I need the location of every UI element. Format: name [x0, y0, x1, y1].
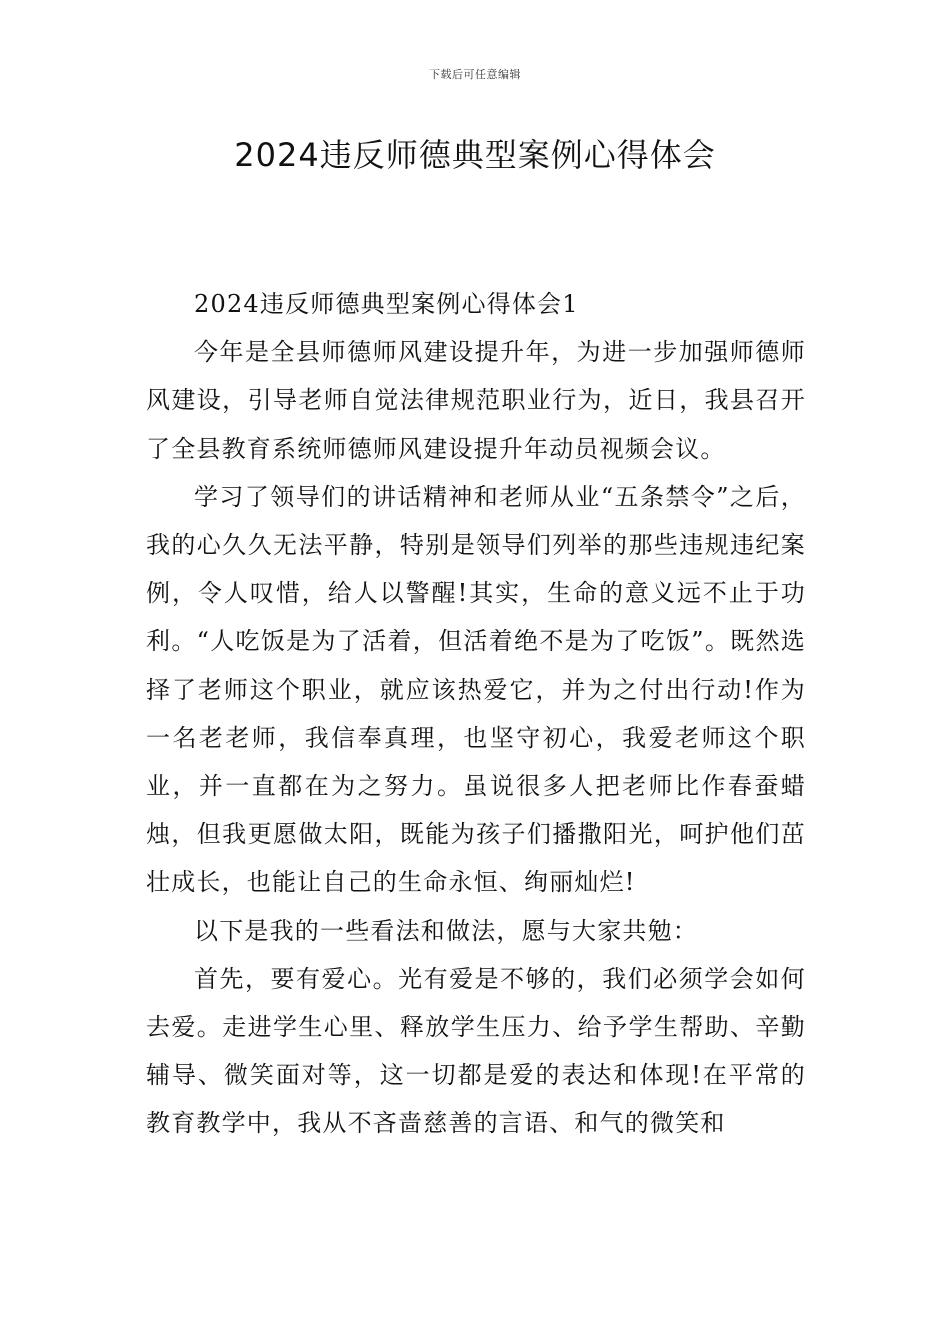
header-note: 下载后可任意编辑: [429, 68, 521, 81]
paragraph-4: 首先，要有爱心。光有爱是不够的，我们必须学会如何去爱。走进学生心里、释放学生压力、给予学生帮助、辛勤辅导、微笑面对等，这一切都是爱的表达和体现!在平常的教育教学中，我从不吝啬慈善的言语、和气的微笑和: [146, 964, 806, 1138]
document-body: [146, 280, 806, 1148]
paragraph-2: 学习了领导们的讲话精神和老师从业“五条禁令”之后，我的心久久无法平静，特别是领导们列举的那些违规违纪案例，令人叹惜，给人以警醒!其实，生命的意义远不止于功利。“人吃饭是为了活着，但活着绝不是为了吃饭”。既然选择了老师这个职业，就应该热爱它，并为之付出行动!作为一名老老师，我信奉真理，也坚守初心，我爱老师这个职业，并一直都在为之努力。虽说很多人把老师比作春蚕蜡烛，但我更愿做太阳，既能为孩子们播撒阳光，呵护他们茁壮成长，也能让自己的生命永恒、绚丽灿烂!: [146, 482, 806, 897]
paragraph-1: 今年是全县师德师风建设提升年，为进一步加强师德师风建设，引导老师自觉法律规范职业行为，近日，我县召开了全县教育系统师德师风建设提升年动员视频会议。: [146, 338, 806, 463]
paragraph-3: 以下是我的一些看法和做法，愿与大家共勉：: [194, 916, 698, 945]
section-heading: 2024违反师德典型案例心得体会1: [194, 290, 579, 318]
document-title: 2024违反师德典型案例心得体会: [234, 136, 716, 174]
